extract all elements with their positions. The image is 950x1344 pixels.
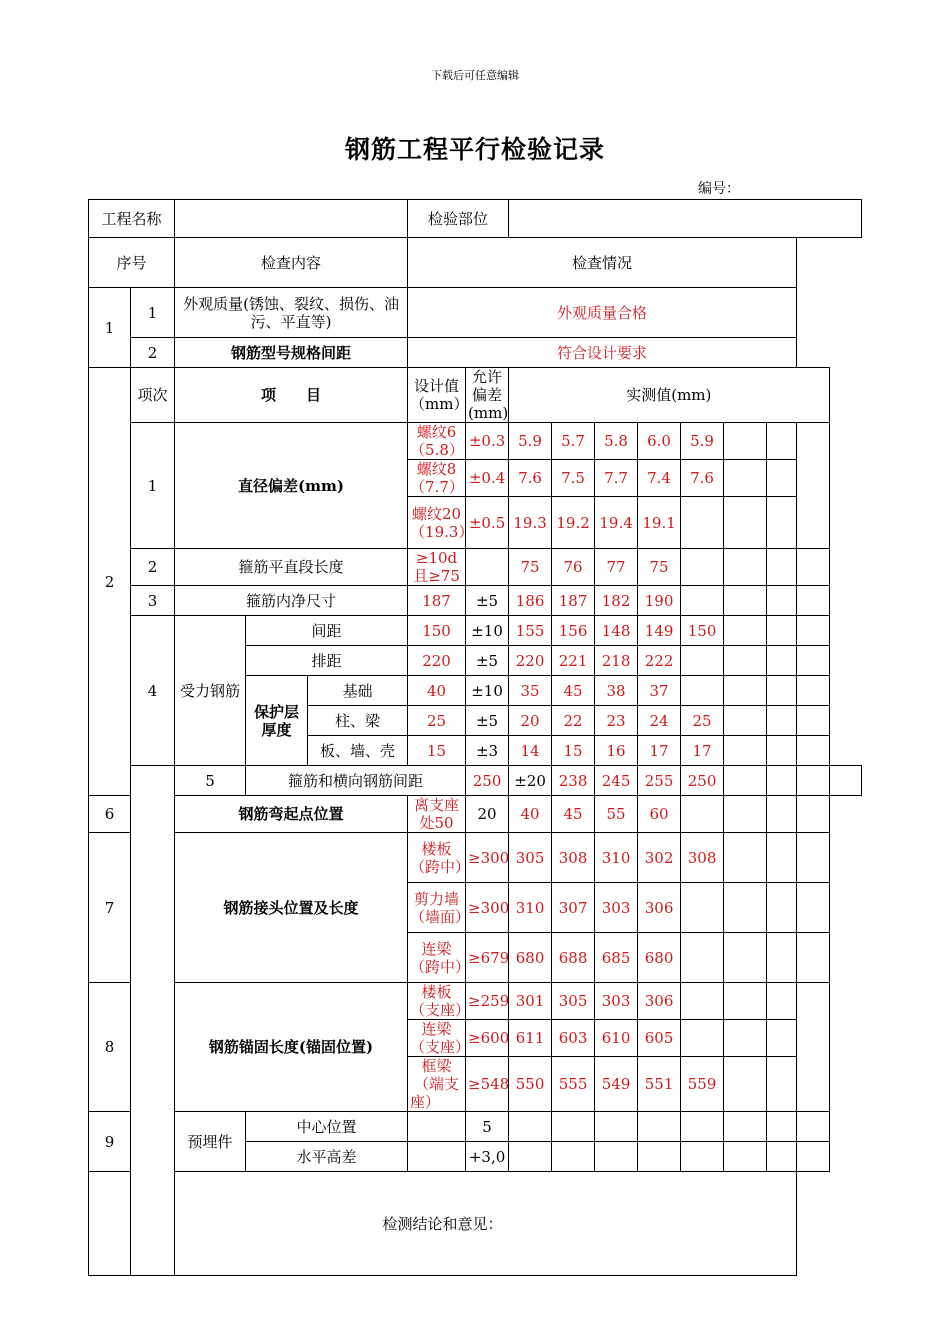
level-difference-label: 水平高差	[246, 1142, 408, 1172]
item-index: 1	[131, 423, 175, 549]
table-row	[89, 200, 862, 238]
design-value: 楼板（跨中）	[408, 833, 466, 883]
tolerance: ±0.4	[466, 460, 509, 497]
column-header-measured: 实测值(mm)	[509, 368, 829, 423]
empty-cell	[681, 676, 724, 706]
item-index: 4	[131, 616, 175, 766]
item-index: 6	[89, 796, 131, 833]
measured-value: 15	[552, 736, 595, 766]
table-row	[89, 288, 862, 338]
empty-cell	[724, 549, 767, 586]
measured-value: 60	[638, 796, 681, 833]
tolerance: +3,0	[466, 1142, 509, 1172]
design-value: 剪力墙（墙面）	[408, 883, 466, 933]
empty-cell	[767, 497, 797, 549]
conclusion-field[interactable]: 检测结论和意见：	[89, 1172, 797, 1276]
measured-value: 680	[638, 933, 681, 983]
measured-value: 17	[638, 736, 681, 766]
empty-cell	[724, 586, 767, 616]
section1-number: 1	[89, 288, 131, 368]
design-value: 220	[408, 646, 466, 676]
tolerance: ≥300	[466, 883, 509, 933]
table-row	[89, 796, 862, 833]
measured-value: 7.6	[509, 460, 552, 497]
empty-cell	[509, 1142, 552, 1172]
row-spacing-label: 排距	[246, 646, 408, 676]
measured-value: 19.2	[552, 497, 595, 549]
measured-value: 605	[638, 1020, 681, 1057]
inspection-part-label: 检验部位	[408, 200, 509, 238]
measured-value: 603	[552, 1020, 595, 1057]
measured-value: 20	[509, 706, 552, 736]
empty-cell	[797, 676, 829, 706]
empty-cell	[724, 883, 767, 933]
tolerance: ≥259	[466, 983, 509, 1020]
measured-value: 40	[509, 796, 552, 833]
empty-cell	[724, 833, 767, 883]
measured-value: 5.7	[552, 423, 595, 460]
empty-cell	[797, 883, 829, 933]
top-note: 下载后可任意编辑	[431, 69, 519, 82]
stirrup-spacing-item: 箍筋和横向钢筋间距	[246, 766, 466, 796]
design-value: 框梁（端支座）	[408, 1057, 466, 1112]
design-value: 150	[408, 616, 466, 646]
measured-value: 186	[509, 586, 552, 616]
empty-cell	[724, 1020, 767, 1057]
measured-value: 555	[552, 1057, 595, 1112]
empty-cell	[767, 796, 797, 833]
empty-cell	[724, 736, 767, 766]
item-index: 7	[89, 833, 131, 983]
measured-value: 680	[509, 933, 552, 983]
measured-value: 310	[595, 833, 638, 883]
measured-value: 19.3	[509, 497, 552, 549]
measured-value: 305	[552, 983, 595, 1020]
measured-value: 148	[595, 616, 638, 646]
measured-value: 5.9	[681, 423, 724, 460]
empty-cell	[797, 766, 829, 796]
measured-value: 238	[552, 766, 595, 796]
measured-value: 610	[595, 1020, 638, 1057]
measured-value: 17	[681, 736, 724, 766]
measured-value: 306	[638, 883, 681, 933]
appearance-quality-result: 外观质量合格	[408, 288, 797, 338]
stirrup-inner-size-item: 箍筋内净尺寸	[175, 586, 408, 616]
empty-cell	[681, 646, 724, 676]
embedded-parts-item: 预埋件	[175, 1112, 246, 1172]
empty-cell	[767, 766, 797, 796]
empty-cell	[797, 646, 829, 676]
measured-value: 306	[638, 983, 681, 1020]
empty-cell	[681, 933, 724, 983]
tolerance: ≥600	[466, 1020, 509, 1057]
measured-value: 308	[681, 833, 724, 883]
empty-cell	[724, 1142, 767, 1172]
table-row	[89, 423, 862, 460]
measured-value: 55	[595, 796, 638, 833]
measured-value: 35	[509, 676, 552, 706]
measured-value: 301	[509, 983, 552, 1020]
item-index: 2	[131, 338, 175, 368]
table-row	[89, 833, 862, 883]
header-status: 检查情况	[408, 238, 797, 288]
empty-cell	[681, 983, 724, 1020]
measured-value: 218	[595, 646, 638, 676]
rebar-spec-item: 钢筋型号规格间距	[175, 338, 408, 368]
empty-cell	[767, 1020, 797, 1057]
cover-thickness-label: 保护层厚度	[246, 676, 308, 766]
empty-cell	[767, 1057, 797, 1112]
header-seq: 序号	[89, 238, 175, 288]
design-value: 离支座处50	[408, 796, 466, 833]
empty-cell	[724, 646, 767, 676]
foundation-label: 基础	[308, 676, 408, 706]
empty-cell	[797, 1142, 829, 1172]
empty-cell	[797, 736, 829, 766]
project-name-value	[175, 200, 408, 238]
measured-value: 559	[681, 1057, 724, 1112]
empty-cell	[767, 423, 797, 460]
measured-value: 7.7	[595, 460, 638, 497]
column-beam-label: 柱、梁	[308, 706, 408, 736]
empty-cell	[724, 676, 767, 706]
measured-value: 182	[595, 586, 638, 616]
header-content: 检查内容	[175, 238, 408, 288]
measured-value: 688	[552, 933, 595, 983]
empty-cell	[681, 1112, 724, 1142]
design-value: 187	[408, 586, 466, 616]
measured-value: 307	[552, 883, 595, 933]
measured-value: 551	[638, 1057, 681, 1112]
empty-cell	[724, 706, 767, 736]
tolerance: ±5	[466, 646, 509, 676]
item-index: 9	[89, 1112, 131, 1172]
tolerance: ±0.3	[466, 423, 509, 460]
empty-cell	[797, 586, 829, 616]
item-index: 2	[131, 549, 175, 586]
measured-value: 155	[509, 616, 552, 646]
table-row	[89, 338, 862, 368]
measured-value: 75	[509, 549, 552, 586]
measured-value: 222	[638, 646, 681, 676]
measured-value: 305	[509, 833, 552, 883]
splice-position-item: 钢筋接头位置及长度	[175, 833, 408, 983]
measured-value: 37	[638, 676, 681, 706]
tolerance: ±20	[509, 766, 552, 796]
inspection-part-value	[509, 200, 862, 238]
measured-value: 255	[638, 766, 681, 796]
document-number-label: 编号：	[698, 181, 740, 197]
empty-cell	[595, 1142, 638, 1172]
main-rebar-item: 受力钢筋	[175, 616, 246, 766]
section2-number: 2	[89, 368, 131, 796]
measured-value: 23	[595, 706, 638, 736]
empty-cell	[681, 796, 724, 833]
empty-cell	[797, 423, 829, 549]
empty-cell	[681, 497, 724, 549]
measured-value: 550	[509, 1057, 552, 1112]
tolerance: ≥300	[466, 833, 509, 883]
measured-value: 6.0	[638, 423, 681, 460]
design-value	[408, 1142, 466, 1172]
column-header-tolerance: 允许偏差(mm)	[466, 368, 509, 423]
empty-cell	[767, 736, 797, 766]
empty-cell	[767, 616, 797, 646]
empty-cell	[724, 933, 767, 983]
item-index: 3	[131, 586, 175, 616]
measured-value: 5.9	[509, 423, 552, 460]
empty-cell	[767, 706, 797, 736]
measured-value: 302	[638, 833, 681, 883]
measured-value: 16	[595, 736, 638, 766]
empty-cell	[681, 1020, 724, 1057]
empty-cell	[681, 883, 724, 933]
design-value: 螺纹20（19.3）	[408, 497, 466, 549]
appearance-quality-item: 外观质量(锈蚀、裂纹、损伤、油污、平直等)	[175, 288, 408, 338]
tolerance: 5	[466, 1112, 509, 1142]
design-value: 楼板（支座）	[408, 983, 466, 1020]
table-row	[89, 1172, 862, 1276]
empty-cell	[767, 933, 797, 983]
empty-cell	[724, 766, 767, 796]
measured-value: 7.4	[638, 460, 681, 497]
empty-cell	[767, 549, 797, 586]
slab-wall-label: 板、墙、壳	[308, 736, 408, 766]
measured-value: 250	[681, 766, 724, 796]
empty-cell	[797, 706, 829, 736]
item-index: 8	[89, 983, 131, 1112]
empty-cell	[552, 1142, 595, 1172]
table-row	[89, 238, 862, 288]
table-row	[89, 1112, 862, 1142]
tolerance: ±5	[466, 706, 509, 736]
empty-cell	[767, 883, 797, 933]
tolerance: ±3	[466, 736, 509, 766]
measured-value: 149	[638, 616, 681, 646]
empty-cell	[681, 1142, 724, 1172]
empty-cell	[797, 833, 829, 883]
measured-value: 22	[552, 706, 595, 736]
table-row	[89, 549, 862, 586]
design-value: ≥10d且≥75	[408, 549, 466, 586]
measured-value: 7.6	[681, 460, 724, 497]
measured-value: 76	[552, 549, 595, 586]
measured-value: 75	[638, 549, 681, 586]
measured-value: 549	[595, 1057, 638, 1112]
measured-value: 310	[509, 883, 552, 933]
empty-cell	[797, 1112, 829, 1142]
tolerance: ±0.5	[466, 497, 509, 549]
empty-cell	[552, 1112, 595, 1142]
measured-value: 221	[552, 646, 595, 676]
measured-value: 45	[552, 796, 595, 833]
stirrup-straight-length-item: 箍筋平直段长度	[175, 549, 408, 586]
measured-value: 24	[638, 706, 681, 736]
tolerance: ≥548	[466, 1057, 509, 1112]
empty-cell	[724, 983, 767, 1020]
anchorage-length-item: 钢筋锚固长度(锚固位置)	[175, 983, 408, 1112]
measured-value: 19.4	[595, 497, 638, 549]
design-value: 250	[466, 766, 509, 796]
table-row	[89, 983, 862, 1020]
measured-value: 245	[595, 766, 638, 796]
design-value: 连梁（跨中）	[408, 933, 466, 983]
center-position-label: 中心位置	[246, 1112, 408, 1142]
item-index: 5	[175, 766, 246, 796]
tolerance: ±10	[466, 616, 509, 646]
table-row	[89, 586, 862, 616]
design-value: 25	[408, 706, 466, 736]
column-header-index: 项次	[131, 368, 175, 423]
empty-cell	[767, 586, 797, 616]
measured-value: 303	[595, 883, 638, 933]
measured-value: 45	[552, 676, 595, 706]
empty-cell	[724, 1112, 767, 1142]
diameter-deviation-item: 直径偏差(mm)	[175, 423, 408, 549]
tolerance: 20	[466, 796, 509, 833]
table-row	[89, 616, 862, 646]
measured-value: 611	[509, 1020, 552, 1057]
empty-cell	[767, 676, 797, 706]
empty-cell	[797, 549, 829, 586]
measured-value: 308	[552, 833, 595, 883]
measured-value: 7.5	[552, 460, 595, 497]
measured-value: 5.8	[595, 423, 638, 460]
tolerance: ±10	[466, 676, 509, 706]
empty-cell	[638, 1142, 681, 1172]
tolerance	[466, 549, 509, 586]
spacing-label: 间距	[246, 616, 408, 646]
empty-cell	[724, 616, 767, 646]
empty-cell	[724, 460, 767, 497]
design-value: 螺纹6（5.8）	[408, 423, 466, 460]
measured-value: 14	[509, 736, 552, 766]
item-index: 1	[131, 288, 175, 338]
tolerance: ±5	[466, 586, 509, 616]
table-row	[89, 368, 862, 423]
empty-cell	[767, 460, 797, 497]
measured-value: 685	[595, 933, 638, 983]
measured-value: 38	[595, 676, 638, 706]
inspection-table	[88, 199, 862, 1276]
rebar-spec-result: 符合设计要求	[408, 338, 797, 368]
empty-cell	[767, 1112, 797, 1142]
design-value: 螺纹8（7.7）	[408, 460, 466, 497]
empty-cell	[767, 646, 797, 676]
empty-cell	[638, 1112, 681, 1142]
design-value	[408, 1112, 466, 1142]
document-title: 钢筋工程平行检验记录	[344, 135, 605, 164]
empty-cell	[595, 1112, 638, 1142]
empty-cell	[797, 796, 829, 833]
empty-cell	[681, 586, 724, 616]
empty-cell	[797, 983, 829, 1112]
empty-cell	[724, 497, 767, 549]
design-value: 40	[408, 676, 466, 706]
empty-cell	[767, 983, 797, 1020]
tolerance: ≥679	[466, 933, 509, 983]
empty-cell	[681, 549, 724, 586]
measured-value: 220	[509, 646, 552, 676]
measured-value: 190	[638, 586, 681, 616]
design-value: 15	[408, 736, 466, 766]
column-header-design: 设计值（mm）	[408, 368, 466, 423]
project-name-label: 工程名称	[89, 200, 175, 238]
table-row	[89, 766, 862, 796]
measured-value: 25	[681, 706, 724, 736]
empty-cell	[724, 423, 767, 460]
empty-cell	[767, 833, 797, 883]
measured-value: 77	[595, 549, 638, 586]
measured-value: 187	[552, 586, 595, 616]
empty-cell	[509, 1112, 552, 1142]
measured-value: 303	[595, 983, 638, 1020]
design-value: 连梁（支座）	[408, 1020, 466, 1057]
empty-cell	[767, 1142, 797, 1172]
empty-cell	[829, 766, 861, 796]
empty-cell	[724, 796, 767, 833]
measured-value: 19.1	[638, 497, 681, 549]
measured-value: 150	[681, 616, 724, 646]
column-header-item: 项 目	[175, 368, 408, 423]
empty-cell	[797, 616, 829, 646]
empty-cell	[724, 1057, 767, 1112]
measured-value: 156	[552, 616, 595, 646]
empty-cell	[797, 933, 829, 983]
bend-point-item: 钢筋弯起点位置	[175, 796, 408, 833]
